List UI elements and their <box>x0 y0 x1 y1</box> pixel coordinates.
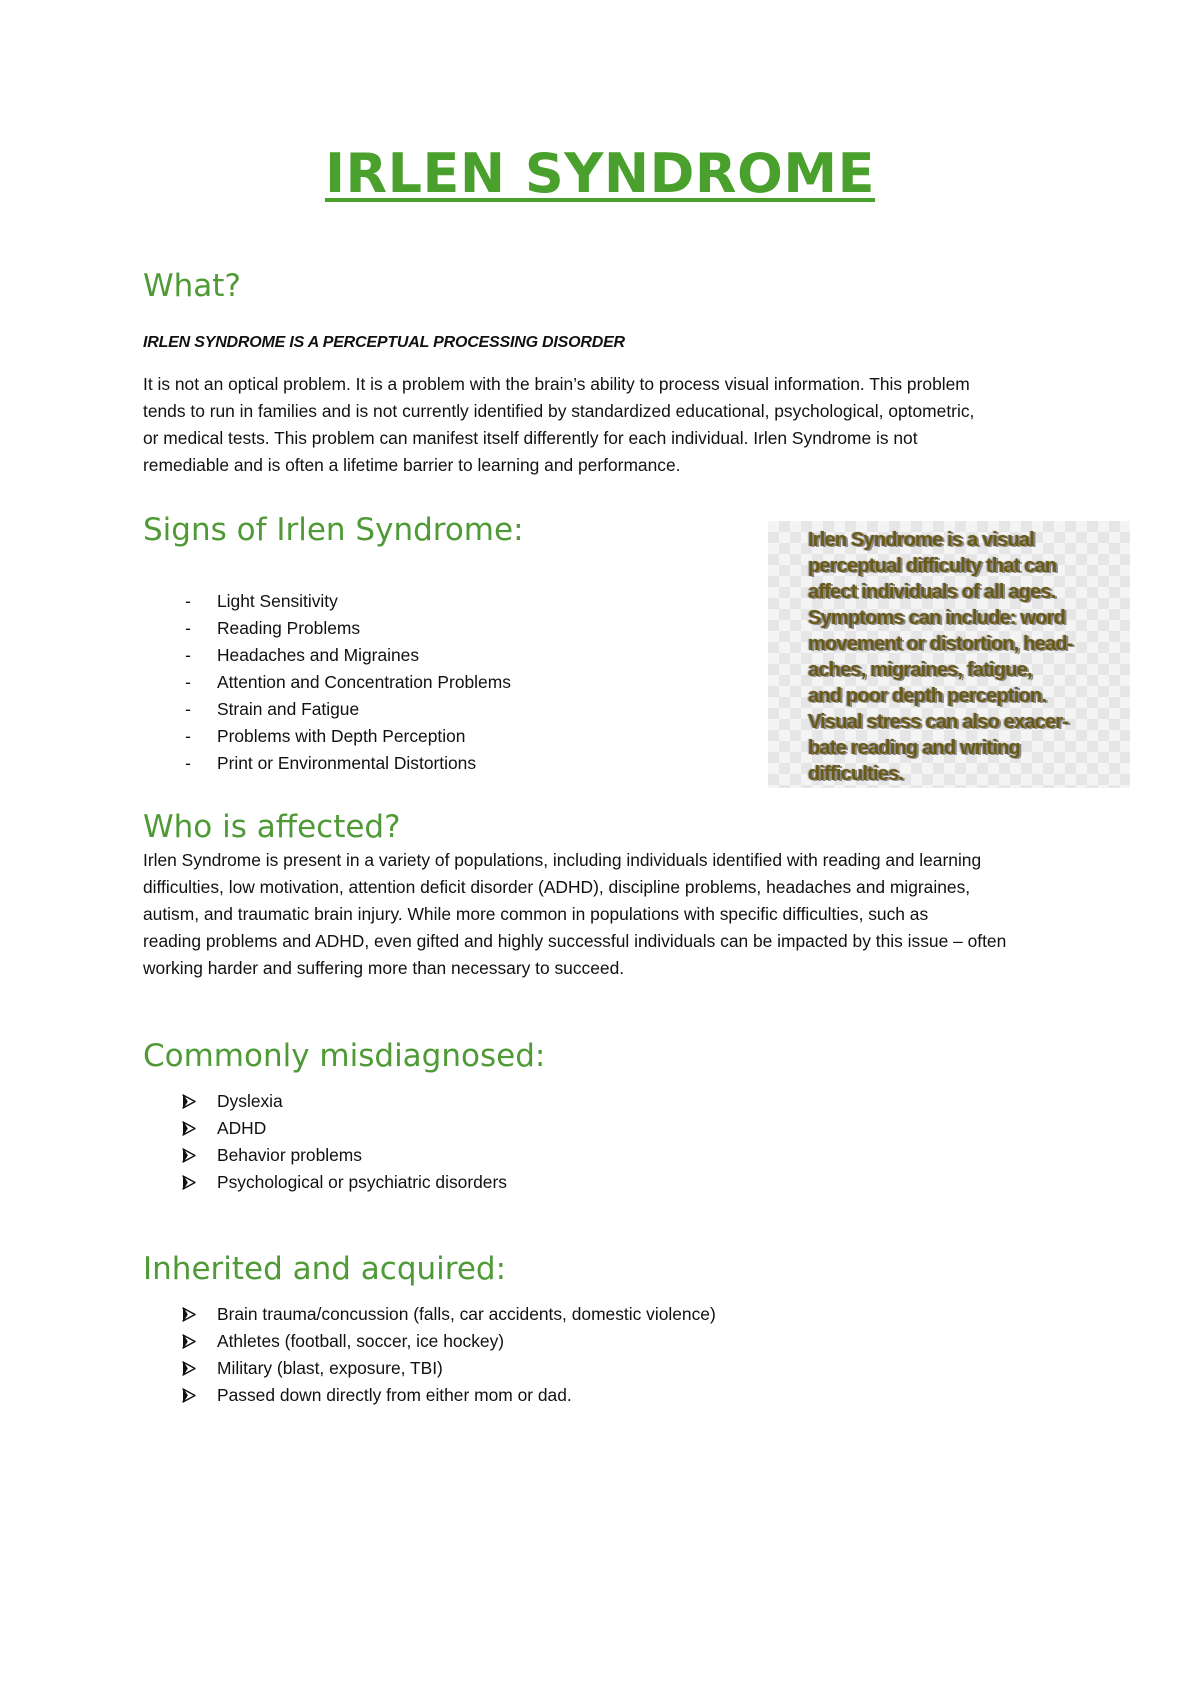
paragraph-line: difficulties, low motivation, attention deficit disorder (ADHD), discipline problems, headaches and migraines, <box>143 877 971 897</box>
image-text-line: aches, migraines, fatigue, <box>808 659 1032 681</box>
dash-bullet: - <box>185 672 191 692</box>
paragraph-line: working harder and suffering more than necessary to succeed. <box>143 958 625 978</box>
what-paragraph <box>143 371 1063 479</box>
dash-bullet: - <box>185 645 191 665</box>
arrow-bullet-icon <box>182 1307 196 1322</box>
arrow-bullet-icon <box>182 1121 196 1136</box>
arrow-bullet-icon <box>182 1388 196 1403</box>
list-item-text: Print or Environmental Distortions <box>217 753 477 773</box>
dash-bullet: - <box>185 753 191 773</box>
list-item-text: Strain and Fatigue <box>217 699 360 719</box>
list-item-text: Light Sensitivity <box>217 591 338 611</box>
list-item-text: Military (blast, exposure, TBI) <box>217 1358 443 1378</box>
arrow-bullet-icon <box>182 1175 196 1190</box>
list-item-text: Reading Problems <box>217 618 361 638</box>
list-item-text: Athletes (football, soccer, ice hockey) <box>217 1331 505 1351</box>
image-text-line: movement or distortion, head- <box>808 633 1073 655</box>
list-item-text: Passed down directly from either mom or dad. <box>217 1385 572 1405</box>
list-item-text: Dyslexia <box>217 1091 283 1111</box>
signs-heading: Signs of Irlen Syndrome: <box>143 512 524 548</box>
image-text-line: Irlen Syndrome is a visual <box>808 529 1034 551</box>
list-item-text: Problems with Depth Perception <box>217 726 466 746</box>
distortion-example-image <box>768 521 1130 788</box>
list-item-text: Attention and Concentration Problems <box>217 672 511 692</box>
arrow-bullet-icon <box>182 1361 196 1376</box>
page-title: IRLEN SYNDROME <box>324 142 876 205</box>
image-text-line: affect individuals of all ages. <box>808 581 1056 603</box>
paragraph-line: Irlen Syndrome is present in a variety of populations, including individuals identified with reading and learning <box>143 850 982 870</box>
image-text-line: perceptual difficulty that can <box>808 555 1057 577</box>
list-item-text: Headaches and Migraines <box>217 645 420 665</box>
paragraph-line: reading problems and ADHD, even gifted and highly successful individuals can be impacted by this issue – often <box>143 931 1007 951</box>
list-item-text: Brain trauma/concussion (falls, car accidents, domestic violence) <box>217 1304 716 1324</box>
paragraph-line: It is not an optical problem. It is a problem with the brain’s ability to process visual information. This problem <box>143 374 970 394</box>
dash-bullet: - <box>185 618 191 638</box>
paragraph-line: autism, and traumatic brain injury. While more common in populations with specific difficulties, such as <box>143 904 929 924</box>
inherited-heading: Inherited and acquired: <box>143 1251 507 1287</box>
distortion-example-text <box>808 527 1118 787</box>
what-subheading: IRLEN SYNDROME IS A PERCEPTUAL PROCESSING DISORDER <box>143 334 625 351</box>
who-paragraph <box>143 847 1063 982</box>
dash-bullet: - <box>185 699 191 719</box>
list-item-text: Psychological or psychiatric disorders <box>217 1172 507 1192</box>
what-heading: What? <box>143 268 241 304</box>
arrow-bullet-icon <box>182 1334 196 1349</box>
paragraph-line: or medical tests. This problem can manifest itself differently for each individual. Irlen Syndrome is not <box>143 428 918 448</box>
image-text-line: Visual stress can also exacer- <box>808 711 1069 733</box>
image-text-line: Symptoms can include: word <box>808 607 1066 629</box>
image-text-line: and poor depth perception. <box>808 685 1047 707</box>
list-item-text: ADHD <box>217 1118 267 1138</box>
dash-bullet: - <box>185 591 191 611</box>
image-text-line: bate reading and writing <box>808 737 1020 759</box>
arrow-bullet-icon <box>182 1094 196 1109</box>
arrow-bullet-icon <box>182 1148 196 1163</box>
dash-bullet: - <box>185 726 191 746</box>
paragraph-line: tends to run in families and is not currently identified by standardized educational, psychological, optometric, <box>143 401 975 421</box>
list-item-text: Behavior problems <box>217 1145 362 1165</box>
misdiagnosed-heading: Commonly misdiagnosed: <box>143 1038 546 1074</box>
paragraph-line: remediable and is often a lifetime barrier to learning and performance. <box>143 455 681 475</box>
who-heading: Who is affected? <box>143 809 401 845</box>
image-text-line: difficulties. <box>808 763 904 785</box>
